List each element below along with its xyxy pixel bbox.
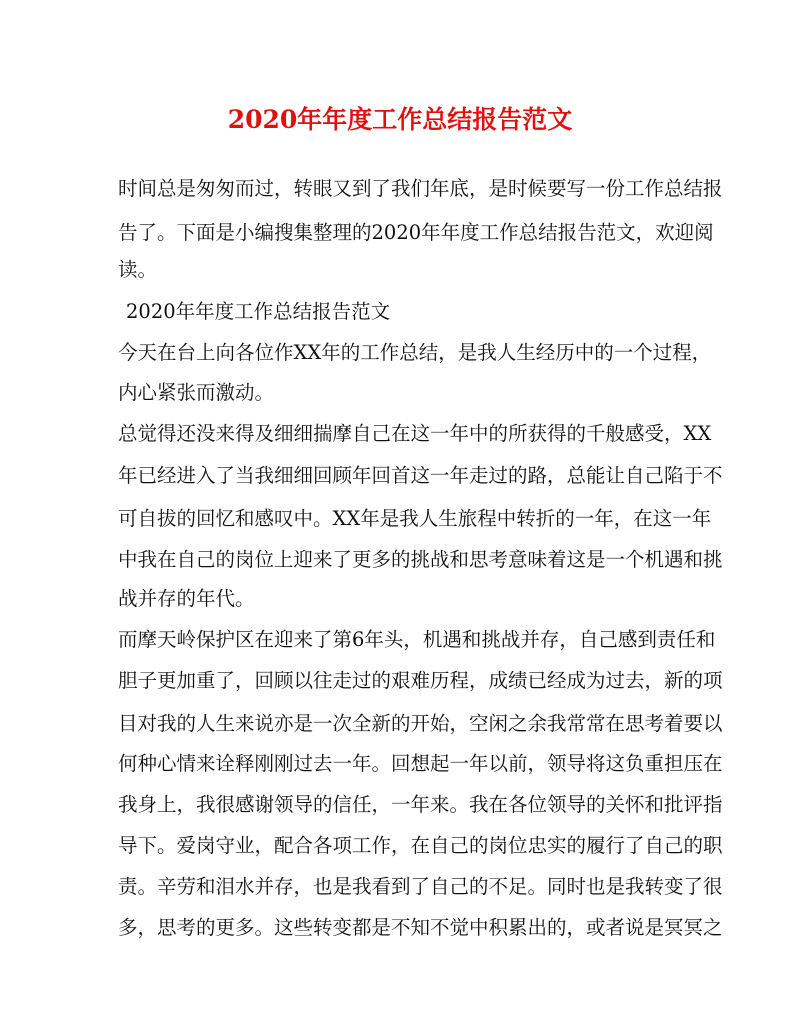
paragraph-line: 胆子更加重了，回顾以往走过的艰难历程，成绩已经成为过去，新的项 (118, 669, 723, 692)
paragraph-line: 责。辛劳和泪水并存，也是我看到了自己的不足。同时也是我转变了很 (118, 875, 723, 898)
paragraph-line: 年已经进入了当我细细回顾年回首这一年走过的路，总能让自己陷于不 (118, 464, 723, 487)
paragraph-line: 总觉得还没来得及细细揣摩自己在这一年中的所获得的千般感受，XX (118, 422, 712, 445)
paragraph-line: 何种心情来诠释刚刚过去一年。回想起一年以前，领导将这负重担压在 (118, 752, 723, 775)
paragraph-line: 导下。爱岗守业，配合各项工作，在自己的岗位忠实的履行了自己的职 (118, 834, 723, 857)
paragraph-line: 目对我的人生来说亦是一次全新的开始，空闲之余我常常在思考着要以 (118, 712, 723, 735)
paragraph-line: 时间总是匆匆而过，转眼又到了我们年底，是时候要写一份工作总结报 (118, 177, 723, 200)
paragraph-line: 我身上，我很感谢领导的信任，一年来。我在各位领导的关怀和批评指 (118, 793, 723, 816)
paragraph-line: 内心紧张而激动。 (118, 381, 275, 404)
paragraph-line: 今天在台上向各位作XX年的工作总结，是我人生经历中的一个过程， (118, 341, 712, 364)
paragraph-line: 读。 (118, 258, 158, 281)
document-title: 2020年年度工作总结报告范文 (227, 105, 573, 134)
paragraph-line: 告了。下面是小编搜集整理的2020年年度工作总结报告范文，欢迎阅 (118, 221, 714, 244)
paragraph-line: 多，思考的更多。这些转变都是不知不觉中积累出的，或者说是冥冥之 (118, 916, 723, 939)
paragraph-line: 中我在自己的岗位上迎来了更多的挑战和思考意味着这是一个机遇和挑 (118, 548, 723, 571)
section-heading: 2020年年度工作总结报告范文 (126, 300, 391, 323)
paragraph-line: 战并存的年代。 (118, 587, 255, 610)
paragraph-line: 可自拔的回忆和感叹中。XX年是我人生旅程中转折的一年，在这一年 (118, 507, 712, 530)
paragraph-line: 而摩天岭保护区在迎来了第6年头，机遇和挑战并存，自己感到责任和 (118, 628, 716, 651)
